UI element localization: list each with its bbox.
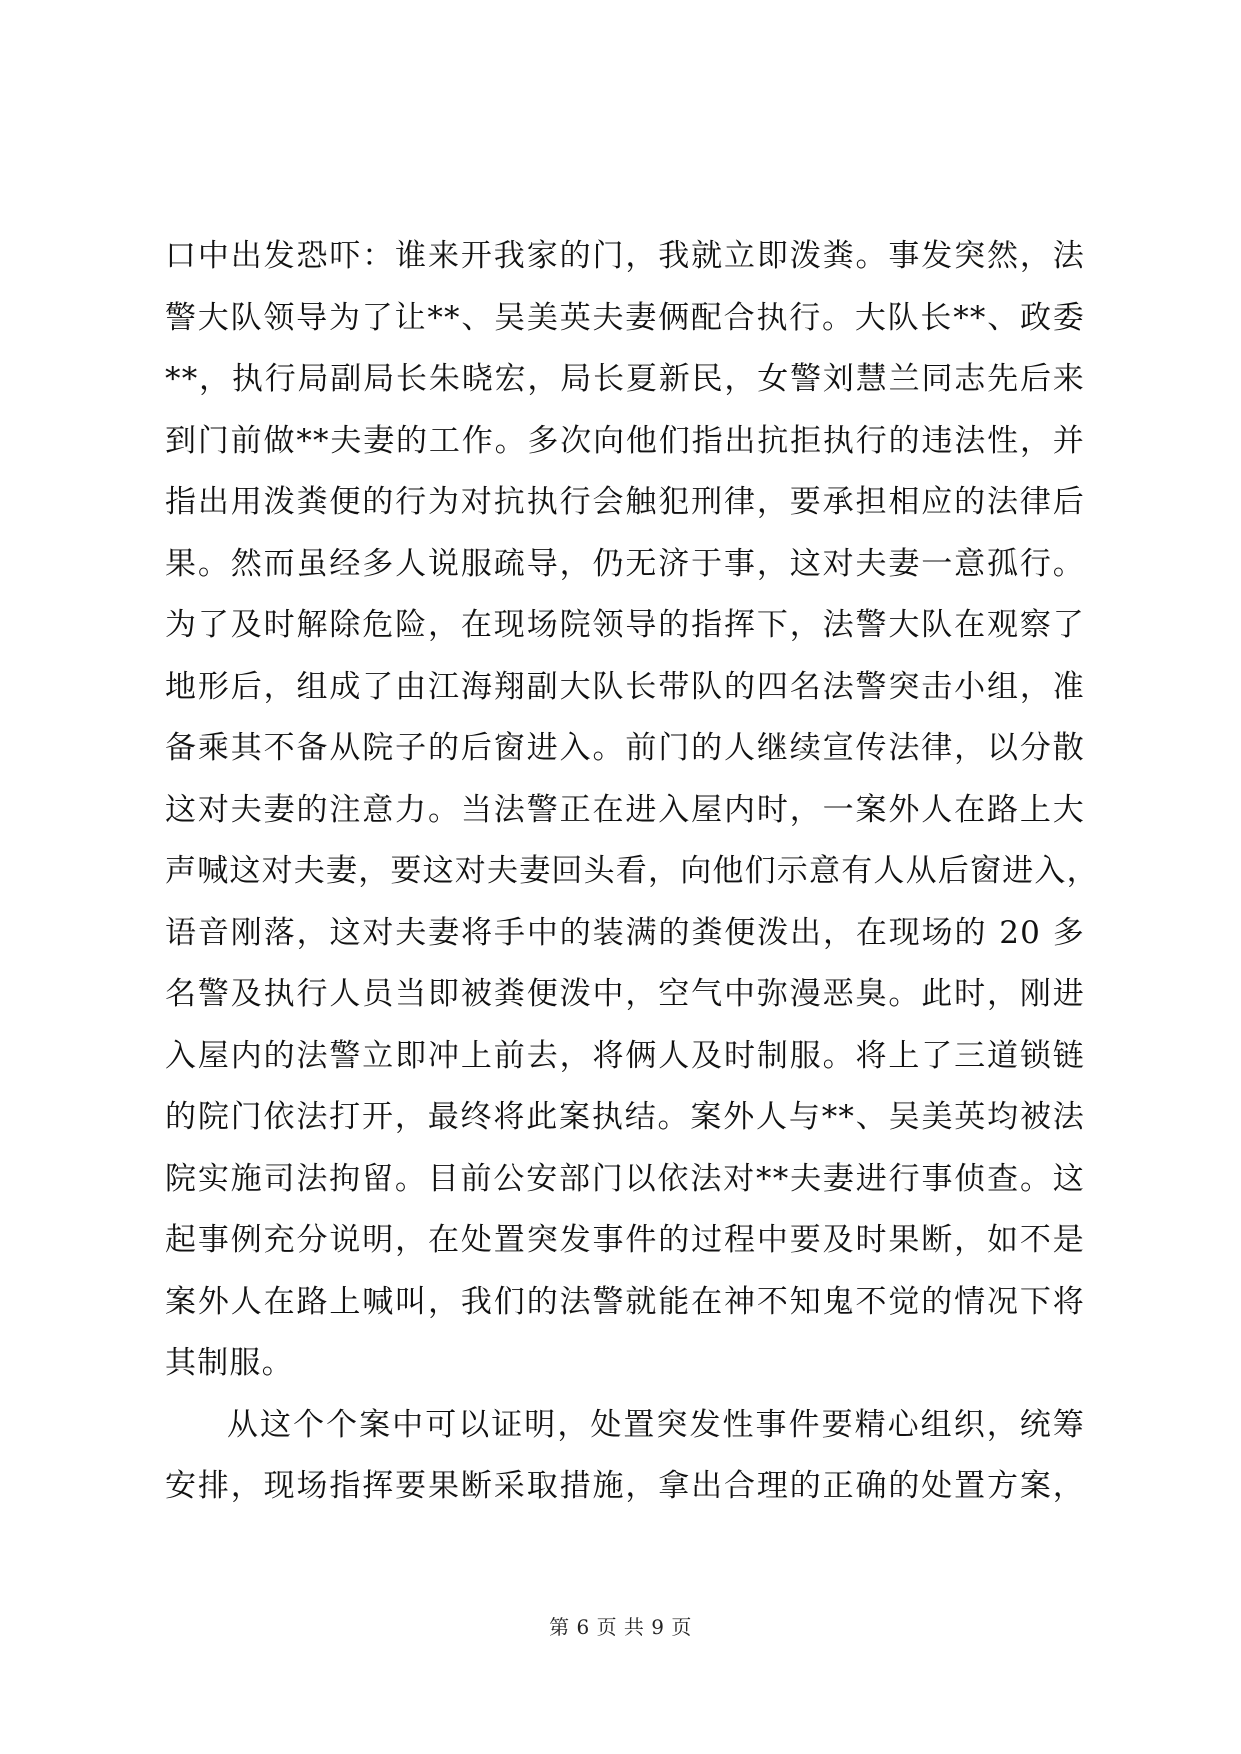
text-line: 备乘其不备从院子的后窗进入。前门的人继续宣传法律，以分散 [165, 730, 1085, 766]
text-line: 指出用泼粪便的行为对抗执行会触犯刑律，要承担相应的法律后 [165, 484, 1085, 520]
text-line: **，执行局副局长朱晓宏，局长夏新民，女警刘慧兰同志先后来 [165, 361, 1085, 397]
text-line: 警大队领导为了让**、吴美英夫妻俩配合执行。大队长**、政委 [165, 299, 1085, 336]
text-line: 案外人在路上喊叫，我们的法警就能在神不知鬼不觉的情况下将 [165, 1283, 1085, 1320]
text-line: 安排，现场指挥要果断采取措施，拿出合理的正确的处置方案， [165, 1468, 1085, 1504]
text-line: 名警及执行人员当即被粪便泼中，空气中弥漫恶臭。此时，刚进 [165, 976, 1085, 1012]
text-line: 果。然而虽经多人说服疏导，仍无济于事，这对夫妻一意孤行。 [165, 545, 1085, 582]
text-line: 语音刚落，这对夫妻将手中的装满的粪便泼出，在现场的 20 多 [165, 914, 1085, 951]
text-line: 口中出发恐吓：谁来开我家的门，我就立即泼粪。事发突然，法 [165, 238, 1085, 274]
page-number-footer: 第 6 页 共 9 页 [549, 1615, 692, 1639]
text-line: 院实施司法拘留。目前公安部门以依法对**夫妻进行事侦查。这 [165, 1160, 1085, 1197]
text-line: 从这个个案中可以证明，处置突发性事件要精心组织，统筹 [227, 1406, 1085, 1443]
paragraph-2 [165, 1395, 1085, 1518]
text-line: 其制服。 [165, 1345, 294, 1381]
text-line: 的院门依法打开，最终将此案执结。案外人与**、吴美英均被法 [165, 1099, 1085, 1135]
text-line: 声喊这对夫妻，要这对夫妻回头看，向他们示意有人从后窗进入， [165, 853, 1099, 889]
body-text [165, 226, 1099, 1518]
text-line: 这对夫妻的注意力。当法警正在进入屋内时，一案外人在路上大 [165, 791, 1085, 828]
text-line: 为了及时解除危险，在现场院领导的指挥下，法警大队在观察了 [165, 607, 1085, 643]
text-line: 地形后，组成了由江海翔副大队长带队的四名法警突击小组，准 [165, 668, 1085, 705]
text-line: 起事例充分说明，在处置突发事件的过程中要及时果断，如不是 [165, 1222, 1085, 1258]
paragraph-1 [165, 226, 1099, 1395]
text-line: 入屋内的法警立即冲上前去，将俩人及时制服。将上了三道锁链 [165, 1037, 1085, 1074]
text-line: 到门前做**夫妻的工作。多次向他们指出抗拒执行的违法性，并 [165, 422, 1085, 459]
